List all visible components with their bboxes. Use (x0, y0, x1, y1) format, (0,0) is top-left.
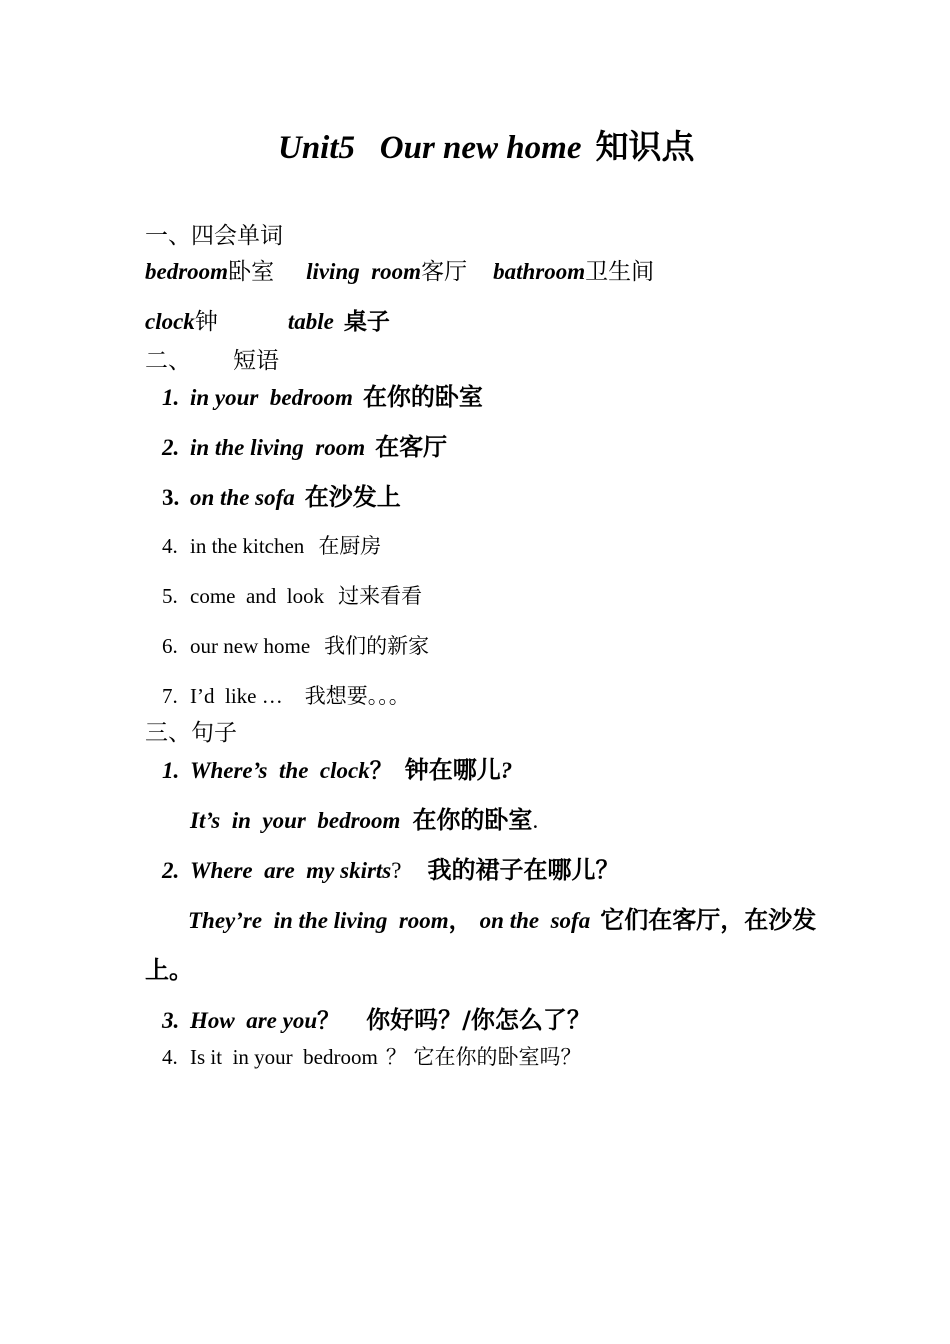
sentence-2-answer: They’re in the living room， on the sofa 它们在客厅，在沙发 (188, 906, 817, 934)
sentence-4-question: 4. Is it in your bedroom ？ 它在你的卧室吗？ (162, 1045, 582, 1069)
sentence-2-question: 2. Where are my skirts? 我的裙子在哪儿？ (162, 856, 620, 884)
sentence-1-question: 1. Where’s the clock？ 钟在哪儿? (162, 756, 513, 784)
phrase-item-4: 4. in the kitchen 在厨房 (162, 534, 382, 558)
section-heading-sentences: 三、句子 (145, 720, 237, 746)
vocab-item: bedroom卧室 (145, 259, 275, 285)
vocab-row-2 (145, 310, 390, 334)
phrase-item-7: 7. I’d like … 我想要。。。 (162, 684, 410, 708)
vocab-item: bathroom卫生间 (493, 259, 655, 285)
sentence-3-question: 3. How are you？ 你好吗？/你怎么了？ (162, 1006, 591, 1034)
phrase-item-1: 1. in your bedroom 在你的卧室 (162, 383, 483, 411)
title-chinese: 知识点 (595, 127, 695, 166)
vocab-item: clock钟 (145, 309, 218, 335)
page-title (278, 127, 695, 166)
section-heading-phrases: 二、 短语 (145, 348, 279, 374)
title-english: Unit5 Our new home (278, 130, 582, 166)
sentence-1-answer: It’s in your bedroom 在你的卧室. (190, 806, 539, 834)
phrase-item-6: 6. our new home 我们的新家 (162, 634, 430, 658)
vocab-row-1 (145, 260, 654, 284)
vocab-item: living room客厅 (306, 259, 468, 285)
vocab-item: table 桌子 (287, 309, 390, 335)
phrase-item-3: 3. on the sofa 在沙发上 (162, 483, 401, 511)
phrase-item-2: 2. in the living room 在客厅 (162, 433, 448, 461)
sentence-2-answer-wrap: 上。 (145, 956, 193, 984)
section-heading-vocabulary: 一、四会单词 (145, 223, 283, 249)
phrase-item-5: 5. come and look 过来看看 (162, 584, 423, 608)
